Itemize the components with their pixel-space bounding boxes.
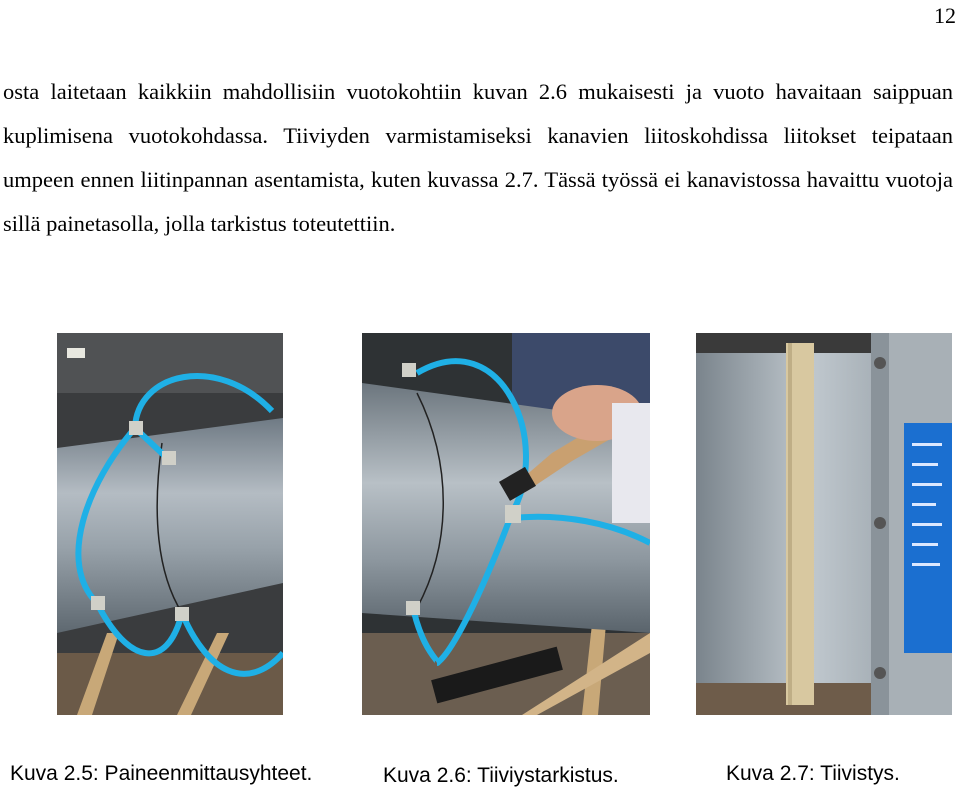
figure-photo-pressure-connections (57, 333, 283, 715)
figure-photo-leak-test (362, 333, 650, 715)
figure-caption-2-5: Kuva 2.5: Paineenmittausyhteet. (10, 762, 313, 785)
figure-caption-2-6: Kuva 2.6: Tiiviystarkistus. (383, 764, 619, 787)
figure-photo-sealing (696, 333, 952, 715)
body-paragraph: osta laitetaan kaikkiin mahdollisiin vuotokohtiin kuvan 2.6 mukaisesti ja vuoto havaitaan saippuan kuplimisena vuotokohdassa. Tiiviyden varmistamiseksi kanavien liitoskohdissa liitokset teipataan umpeen ennen liitinpannan asentamista, kuten kuvassa 2.7. Tässä työssä ei kanavistossa havaittu vuotoja sillä painetasolla, jolla tarkistus toteutettiin. (3, 79, 953, 236)
figure-caption-2-7: Kuva 2.7: Tiivistys. (726, 762, 900, 785)
page-number: 12 (934, 3, 956, 28)
